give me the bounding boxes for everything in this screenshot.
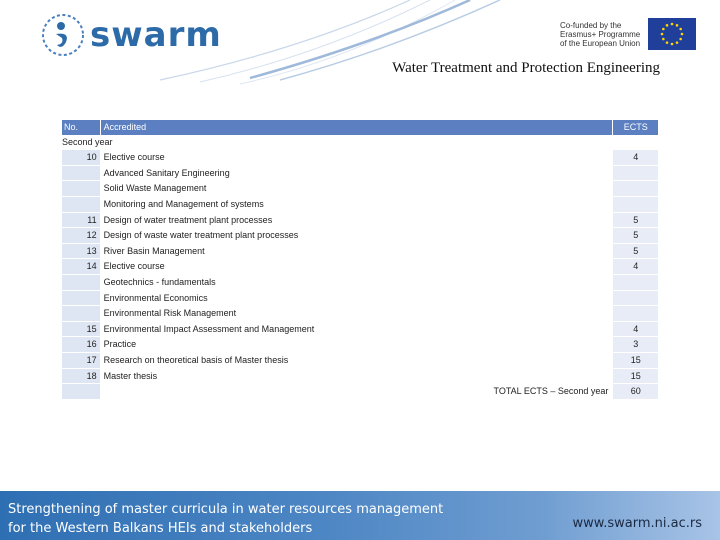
row-course: Environmental Risk Management xyxy=(100,305,613,321)
eu-star xyxy=(666,41,669,44)
row-course: Advanced Sanitary Engineering xyxy=(100,165,613,181)
footer-line-1: Strengthening of master curricula in water resources management xyxy=(8,502,444,517)
eu-star xyxy=(679,38,682,41)
table-row xyxy=(62,368,658,384)
row-ects: 5 xyxy=(612,227,658,243)
footer-project-text xyxy=(8,500,443,538)
row-course: Design of waste water treatment plant processes xyxy=(100,227,613,243)
section-row xyxy=(62,135,658,150)
row-number: 16 xyxy=(62,336,100,352)
table-row xyxy=(62,258,658,274)
eu-star xyxy=(662,28,665,31)
eu-line-3: of the European Union xyxy=(560,38,641,48)
row-number xyxy=(62,290,100,306)
row-number: 11 xyxy=(62,212,100,228)
row-course: River Basin Management xyxy=(100,243,613,259)
footer-url-link[interactable]: www.swarm.ni.ac.rs xyxy=(572,516,702,531)
row-number: 10 xyxy=(62,149,100,165)
table-row xyxy=(62,149,658,165)
table-row xyxy=(62,212,658,228)
eu-star xyxy=(666,24,669,27)
row-ects xyxy=(612,305,658,321)
eu-star xyxy=(662,38,665,41)
row-ects xyxy=(612,165,658,181)
water-drop-logo-icon xyxy=(40,12,86,58)
section-label: Second year xyxy=(62,135,658,150)
table-row xyxy=(62,336,658,352)
table-row xyxy=(62,243,658,259)
header-no: No. xyxy=(62,120,100,135)
row-ects xyxy=(612,274,658,290)
eu-star xyxy=(679,28,682,31)
row-ects xyxy=(612,290,658,306)
row-course: Monitoring and Management of systems xyxy=(100,196,613,212)
logo-text: swarm xyxy=(90,15,222,55)
header-ects: ECTS xyxy=(612,120,658,135)
row-course: Design of water treatment plant processes xyxy=(100,212,613,228)
row-number: 12 xyxy=(62,227,100,243)
row-number: 14 xyxy=(62,258,100,274)
row-number: 15 xyxy=(62,321,100,337)
total-value: 60 xyxy=(612,383,658,399)
eu-flag-icon xyxy=(648,18,696,50)
eu-star xyxy=(671,43,674,46)
eu-cofunding-text xyxy=(560,21,644,48)
row-course: Master thesis xyxy=(100,368,613,384)
row-ects xyxy=(612,196,658,212)
row-number: 13 xyxy=(62,243,100,259)
table-row xyxy=(62,196,658,212)
row-ects: 4 xyxy=(612,149,658,165)
row-number: 17 xyxy=(62,352,100,368)
row-course: Environmental Economics xyxy=(100,290,613,306)
row-course: Environmental Impact Assessment and Management xyxy=(100,321,613,337)
row-number xyxy=(62,274,100,290)
table-row xyxy=(62,305,658,321)
table-row xyxy=(62,274,658,290)
table-header-row xyxy=(62,120,658,135)
table-row xyxy=(62,352,658,368)
row-ects xyxy=(612,180,658,196)
row-course: Research on theoretical basis of Master thesis xyxy=(100,352,613,368)
table-row xyxy=(62,165,658,181)
row-course: Elective course xyxy=(100,149,613,165)
swarm-logo xyxy=(40,12,222,58)
eu-line-2: Erasmus+ Programme xyxy=(560,29,641,39)
table-row xyxy=(62,180,658,196)
footer-line-2: for the Western Balkans HEIs and stakeholders xyxy=(8,521,313,536)
row-ects: 15 xyxy=(612,352,658,368)
eu-star xyxy=(671,23,674,26)
eu-line-1: Co-funded by the xyxy=(560,20,622,30)
row-number xyxy=(62,305,100,321)
table-row xyxy=(62,321,658,337)
table-row xyxy=(62,227,658,243)
total-label: TOTAL ECTS – Second year xyxy=(493,385,609,396)
row-ects: 5 xyxy=(612,212,658,228)
row-course: Practice xyxy=(100,336,613,352)
row-number xyxy=(62,165,100,181)
row-course: Elective course xyxy=(100,258,613,274)
row-ects: 3 xyxy=(612,336,658,352)
row-ects: 4 xyxy=(612,321,658,337)
eu-star xyxy=(676,41,679,44)
footer-bar xyxy=(0,491,720,540)
table-row xyxy=(62,290,658,306)
row-number xyxy=(62,180,100,196)
total-row xyxy=(62,383,658,399)
row-course: Geotechnics - fundamentals xyxy=(100,274,613,290)
row-ects: 5 xyxy=(612,243,658,259)
total-number-cell xyxy=(62,383,100,399)
row-number: 18 xyxy=(62,368,100,384)
eu-star xyxy=(681,33,684,36)
eu-star xyxy=(676,24,679,27)
header-accredited: Accredited xyxy=(100,120,613,135)
row-number xyxy=(62,196,100,212)
row-ects: 15 xyxy=(612,368,658,384)
eu-cofunding-badge xyxy=(560,18,696,50)
page-title: Water Treatment and Protection Engineering xyxy=(392,60,660,76)
row-course: Solid Waste Management xyxy=(100,180,613,196)
eu-star xyxy=(661,33,664,36)
curriculum-table xyxy=(62,120,658,399)
row-ects: 4 xyxy=(612,258,658,274)
